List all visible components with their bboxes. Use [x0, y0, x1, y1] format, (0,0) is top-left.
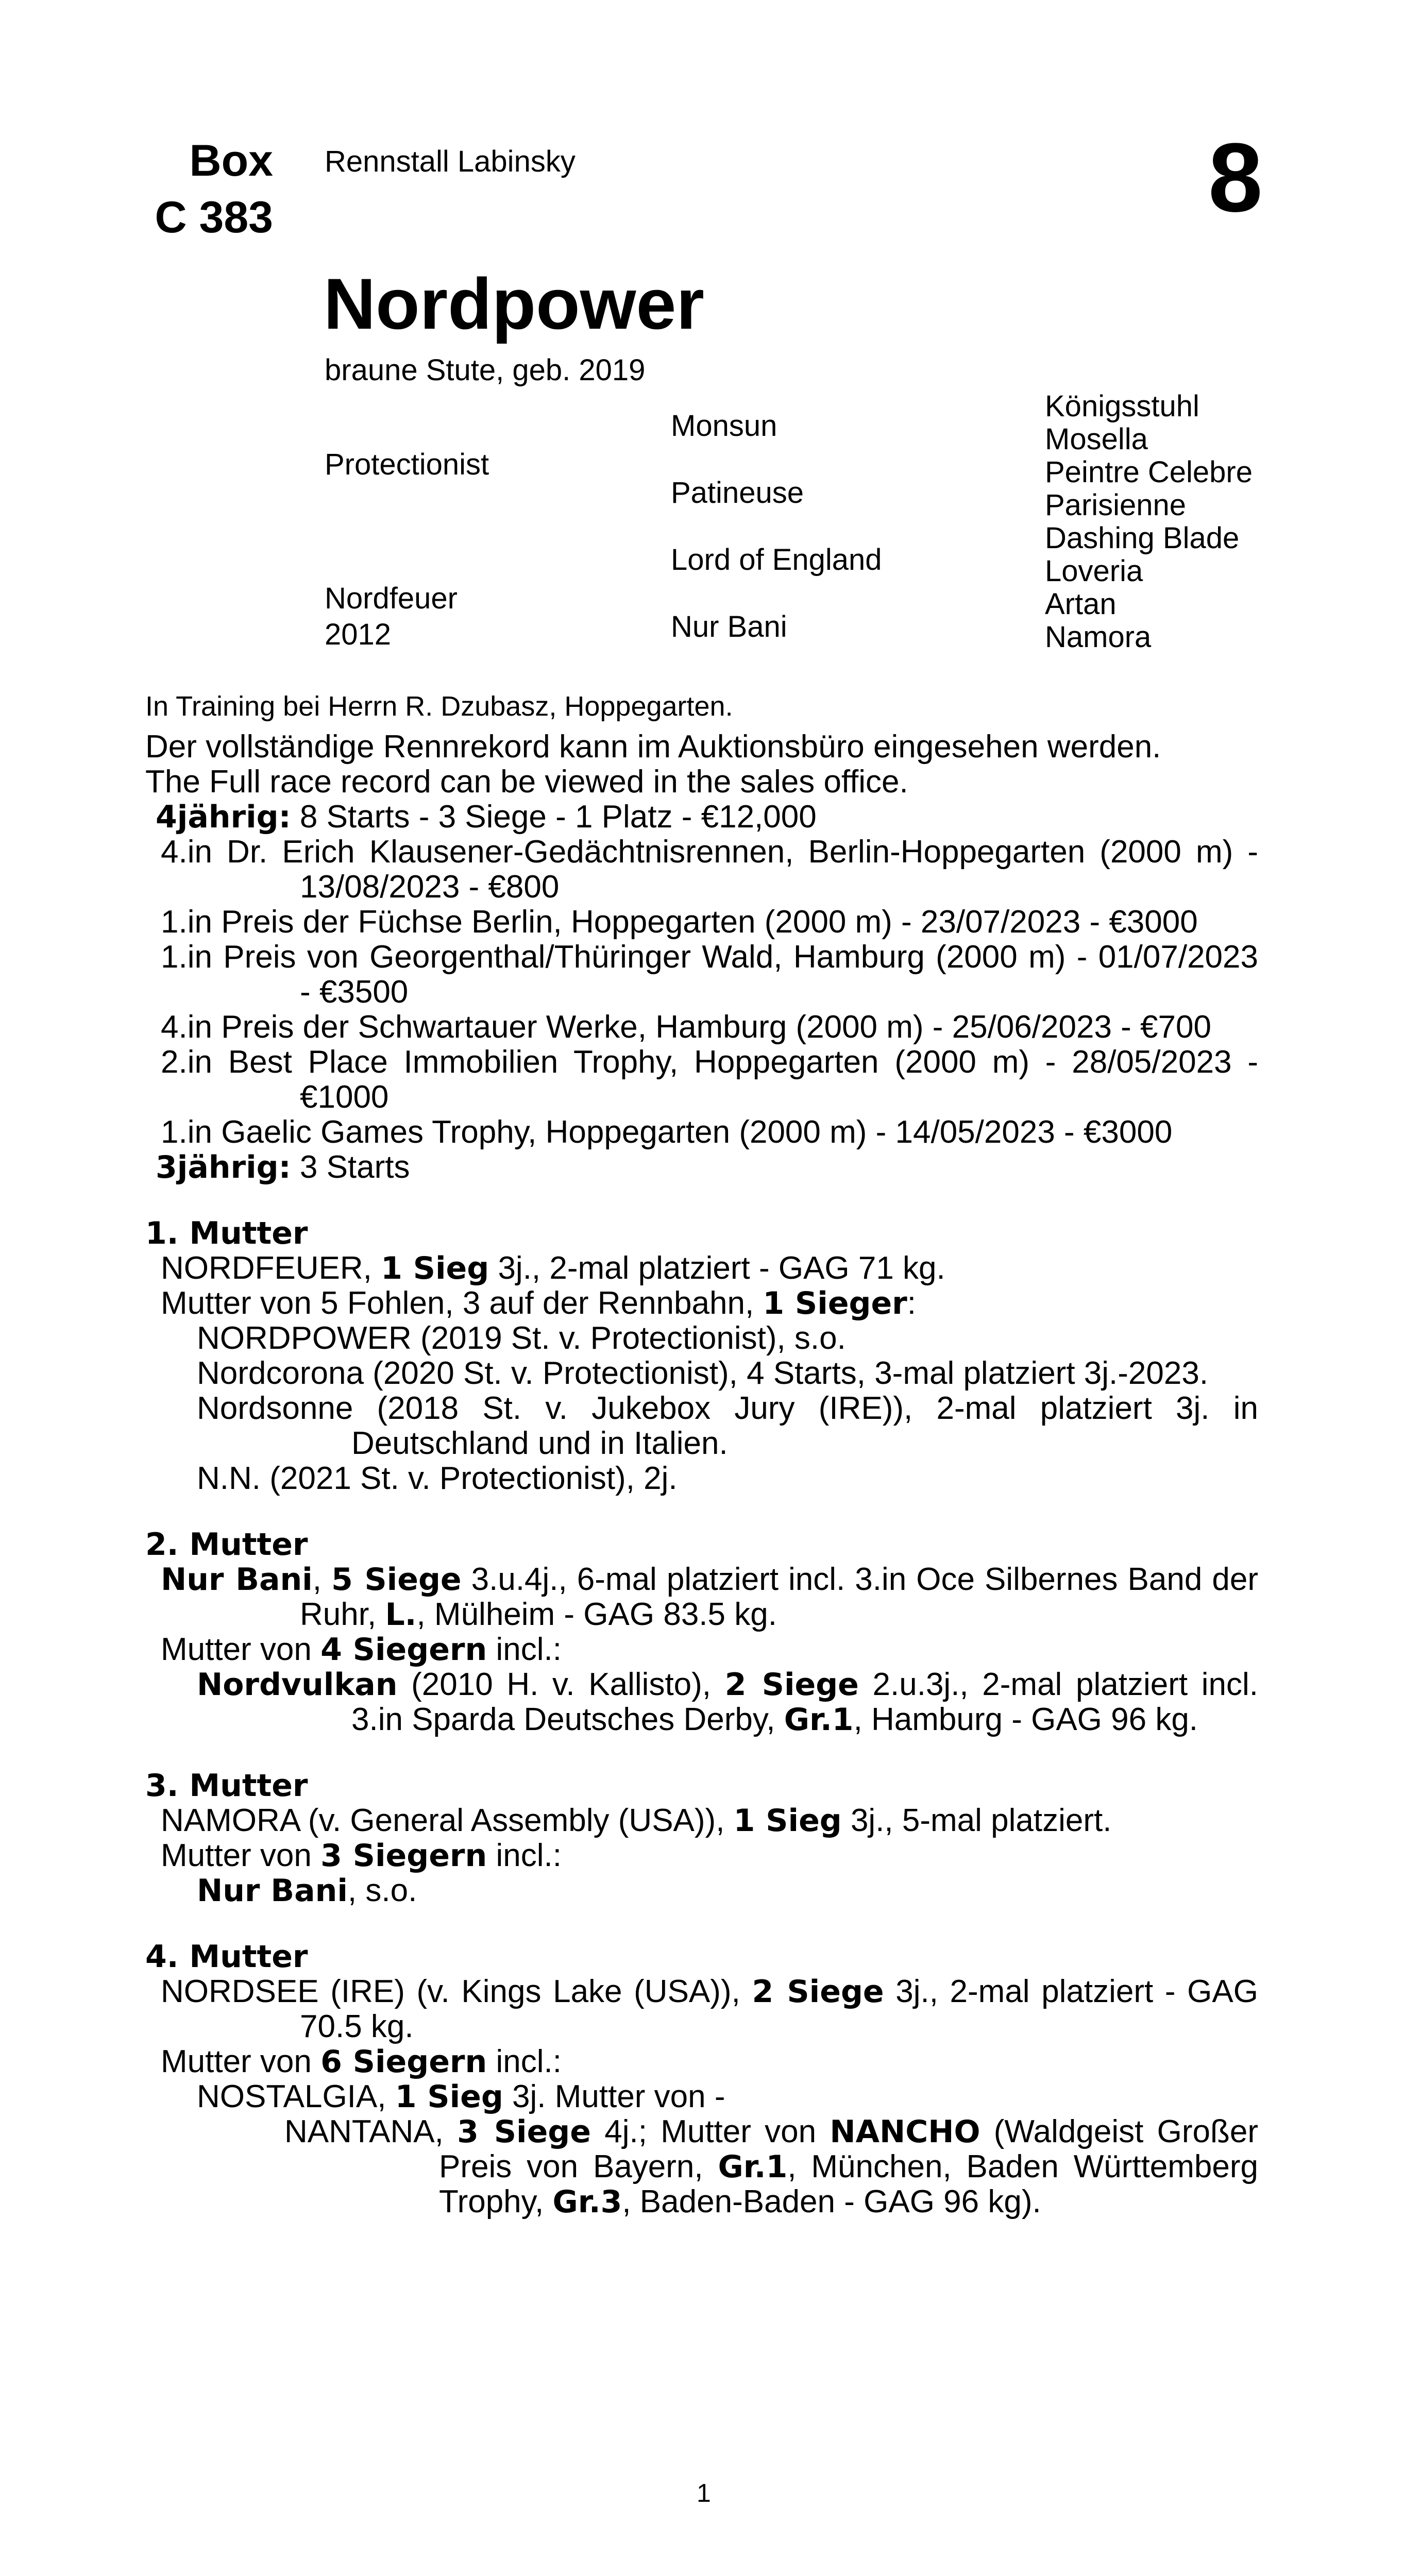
mutter1-sieg: 1 Sieg — [381, 1250, 489, 1286]
mutter3-winners — [145, 1838, 1258, 1873]
mutter1-foals-bold: 1 Sieger — [763, 1285, 907, 1321]
mutter2-rest1: 3.u.4j., 6-mal platziert incl. 3.in Oce Silbernes Band der Ruhr, — [300, 1562, 1258, 1632]
mutter3-winners-pre: Mutter von — [161, 1838, 312, 1873]
pedigree-g3-5: Dashing Blade — [1045, 521, 1240, 555]
mutter3-winners-bold: 3 Siegern — [320, 1838, 487, 1874]
foal-entry: Nordsonne (2018 St. v. Jukebox Jury (IRE)), 2-mal platziert 3j. in Deutschland und in Italien. — [197, 1391, 1258, 1461]
age3-summary — [145, 1150, 1258, 1185]
mutter4-child — [145, 2079, 1258, 2114]
mutter4-siege: 2 Siege — [752, 1974, 884, 2010]
pedigree-sire-sire: Monsun — [671, 409, 777, 443]
mutter3-child-rest: , s.o. — [347, 1873, 417, 1908]
mutter2-winners-bold: 4 Siegern — [320, 1632, 487, 1668]
mutter2-child-mid: (2010 H. v. Kallisto), — [411, 1667, 712, 1702]
race-entry: 1.in Preis von Georgenthal/Thüringer Wald, Hamburg (2000 m) - 01/07/2023 - €3500 — [161, 939, 1258, 1010]
pedigree-g3-4: Parisienne — [1045, 488, 1187, 522]
race-entry: 1.in Gaelic Games Trophy, Hoppegarten (2000 m) - 14/05/2023 - €3000 — [161, 1114, 1173, 1150]
record-note-de: Der vollständige Rennrekord kann im Auktionsbüro eingesehen werden. — [145, 729, 1161, 765]
mutter1-rest: 3j., 2-mal platziert - GAG 71 kg. — [498, 1250, 945, 1286]
mutter1-foals-post: : — [907, 1285, 916, 1321]
mutter4-grade1: Gr.1 — [718, 2149, 788, 2185]
pedigree-dam-year: 2012 — [325, 618, 392, 651]
lot-number: 8 — [1208, 123, 1263, 232]
mutter4-grandchild — [145, 2114, 1258, 2219]
mutter4-winners-pre: Mutter von — [161, 2044, 312, 2079]
mutter1-foals-pre: Mutter von 5 Fohlen, 3 auf der Rennbahn, — [161, 1285, 754, 1321]
mutter4-child-name: NOSTALGIA, — [197, 2079, 386, 2114]
age3-stats: 3 Starts — [299, 1149, 410, 1185]
race-entry: 1.in Preis der Füchse Berlin, Hoppegarten (2000 m) - 23/07/2023 - €3000 — [161, 904, 1198, 940]
mutter2-line — [145, 1562, 1258, 1632]
foal-entry: NORDPOWER (2019 St. v. Protectionist), s.o. — [197, 1320, 846, 1356]
pedigree-sire: Protectionist — [325, 448, 489, 481]
mutter4-rest: 3j., 2-mal platziert - GAG 70.5 kg. — [300, 1974, 1258, 2044]
mutter1-name: NORDFEUER, — [161, 1250, 372, 1286]
mutter2-listed: L. — [385, 1597, 417, 1633]
pedigree-dam: Nordfeuer — [325, 582, 458, 615]
mutter3-child — [145, 1873, 1258, 1908]
mutter4-grand-rest1: (Waldgeist Großer Preis von Bayern, — [439, 2114, 1258, 2184]
age4-label: 4jährig: — [156, 799, 291, 835]
mutter4-winners — [145, 2044, 1258, 2079]
mutter4-grand-mid: 4j.; Mutter von — [604, 2114, 817, 2149]
mutter1-line — [145, 1251, 1258, 1286]
mutter2-rest2: , Mülheim - GAG 83.5 kg. — [416, 1597, 777, 1632]
mutter2-child — [145, 1667, 1258, 1737]
mutter1-heading: 1. Mutter — [145, 1215, 308, 1251]
box-number: C 383 — [155, 193, 273, 242]
mutter4-winners-post: incl.: — [496, 2044, 562, 2079]
mutter1-foals-summary — [145, 1286, 1258, 1321]
age4-stats: 8 Starts - 3 Siege - 1 Platz - €12,000 — [299, 799, 817, 835]
mutter2-siege: 5 Siege — [331, 1562, 462, 1598]
box-label: Box — [189, 136, 273, 185]
mutter4-grand-rest2: , München, Baden Württemberg Trophy, — [439, 2149, 1259, 2219]
pedigree-dam-dam: Nur Bani — [671, 610, 787, 643]
pedigree-third-generation — [1045, 390, 1253, 654]
page-number: 1 — [697, 2479, 711, 2507]
mutter2-child-rest: 2.u.3j., 2-mal platziert incl. 3.in Sparda Deutsches Derby, — [351, 1667, 1258, 1737]
mutter2-child-grade: Gr.1 — [784, 1702, 854, 1738]
mutter4-name: NORDSEE (IRE) (v. Kings Lake (USA)), — [161, 1974, 740, 2009]
mutter2-comma: , — [312, 1562, 322, 1597]
race-entry: 4.in Preis der Schwartauer Werke, Hamburg (2000 m) - 25/06/2023 - €700 — [161, 1009, 1211, 1045]
record-note-en: The Full race record can be viewed in the sales office. — [145, 764, 908, 800]
mutter2-name: Nur Bani — [161, 1562, 313, 1598]
mutter4-child-rest: 3j. Mutter von - — [512, 2079, 725, 2114]
horse-name: Nordpower — [324, 263, 704, 344]
horse-description: braune Stute, geb. 2019 — [325, 353, 646, 387]
pedigree-g3-8: Namora — [1045, 620, 1152, 654]
foal-entry: N.N. (2021 St. v. Protectionist), 2j. — [197, 1461, 678, 1496]
mutter2-child-name: Nordvulkan — [197, 1667, 398, 1703]
mutter4-grand-siege: 3 Siege — [457, 2114, 591, 2150]
mutter4-grand-child: NANCHO — [830, 2114, 980, 2150]
pedigree-g3-1: Königsstuhl — [1045, 389, 1199, 423]
mutter4-winners-bold: 6 Siegern — [320, 2044, 487, 2080]
age4-summary — [145, 800, 1258, 835]
training-note: In Training bei Herrn R. Dzubasz, Hoppegarten. — [145, 691, 733, 722]
foal-entry: Nordcorona (2020 St. v. Protectionist), 4 Starts, 3-mal platziert 3j.-2023. — [197, 1355, 1209, 1391]
mutter2-winners — [145, 1632, 1258, 1667]
age3-label: 3jährig: — [156, 1149, 291, 1185]
mutter3-name: NAMORA (v. General Assembly (USA)), — [161, 1803, 725, 1838]
race-entry: 2.in Best Place Immobilien Trophy, Hoppegarten (2000 m) - 28/05/2023 - €1000 — [161, 1044, 1258, 1115]
mutter2-child-end: , Hamburg - GAG 96 kg. — [853, 1702, 1198, 1737]
main-content — [145, 690, 1258, 2219]
pedigree-dam-sire: Lord of England — [671, 543, 882, 577]
pedigree-g3-7: Artan — [1045, 587, 1117, 621]
mutter2-winners-pre: Mutter von — [161, 1632, 312, 1667]
mutter4-heading: 4. Mutter — [145, 1939, 308, 1975]
mutter4-line — [145, 1974, 1258, 2044]
mutter3-rest: 3j., 5-mal platziert. — [850, 1803, 1112, 1838]
pedigree-g3-2: Mosella — [1045, 422, 1148, 456]
mutter3-heading: 3. Mutter — [145, 1768, 308, 1804]
pedigree-sire-dam: Patineuse — [671, 476, 804, 510]
pedigree-g3-3: Peintre Celebre — [1045, 455, 1253, 489]
race-entry: 4.in Dr. Erich Klausener-Gedächtnisrennen, Berlin-Hoppegarten (2000 m) - 13/08/2023 - €800 — [161, 834, 1258, 905]
mutter3-line — [145, 1803, 1258, 1838]
mutter2-winners-post: incl.: — [496, 1632, 562, 1667]
mutter3-sieg: 1 Sieg — [733, 1803, 842, 1839]
pedigree-g3-6: Loveria — [1045, 554, 1143, 588]
mutter4-grade3: Gr.3 — [552, 2184, 622, 2220]
mutter4-child-sieg: 1 Sieg — [395, 2079, 503, 2115]
consignor: Rennstall Labinsky — [325, 145, 576, 178]
mutter3-winners-post: incl.: — [496, 1838, 562, 1873]
mutter2-heading: 2. Mutter — [145, 1527, 308, 1563]
mutter3-child-name: Nur Bani — [197, 1873, 348, 1909]
mutter4-grand-name: NANTANA, — [284, 2114, 444, 2149]
mutter4-grand-end: , Baden-Baden - GAG 96 kg). — [622, 2184, 1041, 2219]
mutter2-child-siege: 2 Siege — [724, 1667, 859, 1703]
